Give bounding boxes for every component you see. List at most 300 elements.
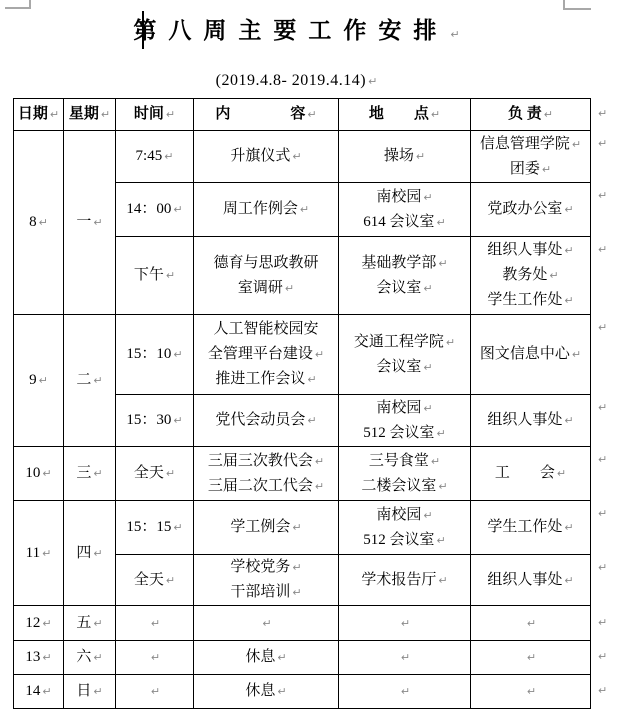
cell-text: 三届二次工代会 — [207, 477, 313, 494]
cell-text: 推进工作会议 — [215, 371, 306, 387]
paragraph-mark: ↵ — [564, 294, 574, 307]
paragraph-mark: ↵ — [423, 508, 433, 522]
paragraph-mark: ↵ — [423, 360, 433, 374]
cell-line — [339, 568, 470, 593]
cell-line — [339, 276, 470, 301]
cell-text: 工 会 — [494, 465, 555, 481]
header-cell[interactable] — [471, 99, 591, 131]
cell-place[interactable] — [339, 183, 471, 237]
cell-text: 9 — [29, 372, 37, 388]
header-cell[interactable] — [64, 99, 116, 131]
paragraph-mark: ↵ — [292, 586, 302, 599]
paragraph-mark: ↵ — [173, 414, 183, 427]
cell-text: 全天 — [133, 571, 164, 588]
cell-line — [116, 342, 193, 367]
paragraph-mark: ↵ — [165, 573, 176, 587]
cell-content[interactable] — [194, 501, 339, 555]
paragraph-mark: ↵ — [173, 348, 183, 361]
cell-text: 交通工程学院 — [353, 333, 444, 350]
header-row — [14, 99, 591, 131]
cell-text: 组织人事处 — [487, 242, 563, 258]
cell-text: 教务处 — [502, 267, 548, 283]
cell-text: 全管理平台建设 — [207, 346, 313, 362]
paragraph-mark: ↵ — [438, 479, 448, 493]
page-title[interactable] — [30, 16, 563, 50]
cell-time[interactable] — [116, 675, 194, 709]
cell-line — [64, 461, 115, 486]
cell-line — [14, 368, 63, 393]
table-row — [14, 131, 591, 183]
cell-time[interactable] — [116, 555, 194, 606]
cell-week[interactable] — [64, 131, 116, 315]
cell-time[interactable] — [116, 315, 194, 395]
paragraph-mark: ↵ — [173, 521, 183, 534]
paragraph-mark: ↵ — [564, 573, 574, 587]
cell-time[interactable] — [116, 641, 194, 675]
cell-place[interactable] — [339, 131, 471, 183]
cell-time[interactable] — [116, 183, 194, 237]
cell-text: 一 — [76, 214, 92, 230]
cell-content[interactable] — [194, 395, 339, 447]
cell-text: 三号食堂 — [368, 452, 429, 469]
cell-text: 四 — [76, 544, 92, 561]
cell-line — [194, 515, 338, 540]
cell-date[interactable] — [14, 131, 64, 315]
paragraph-mark: ↵ — [307, 108, 317, 121]
table-row — [14, 501, 591, 555]
header-cell[interactable] — [14, 99, 64, 131]
cell-content[interactable] — [194, 447, 339, 501]
cell-line — [339, 645, 470, 670]
paragraph-mark: ↵ — [150, 651, 161, 664]
paragraph-mark: ↵ — [42, 685, 52, 698]
cell-line — [194, 144, 338, 169]
cell-line — [471, 197, 590, 222]
cell-line — [116, 515, 193, 540]
cell-owner[interactable] — [471, 395, 591, 447]
cell-line — [116, 611, 193, 636]
cell-text: 时间 — [133, 106, 164, 122]
cell-line — [339, 503, 470, 528]
cell-owner[interactable] — [471, 131, 591, 183]
paragraph-mark: ↵ — [571, 348, 582, 361]
cell-date[interactable] — [14, 447, 64, 501]
cell-owner[interactable] — [471, 183, 591, 237]
cell-line — [339, 421, 470, 446]
end-of-row-mark: ↵ — [598, 650, 608, 663]
cell-text: 日 — [76, 683, 92, 699]
paragraph-mark: ↵ — [42, 467, 52, 480]
paragraph-mark: ↵ — [423, 281, 433, 295]
end-of-row-mark: ↵ — [598, 615, 608, 629]
cell-owner[interactable] — [471, 237, 591, 315]
cell-text: 操场 — [383, 148, 414, 164]
paragraph-mark: ↵ — [292, 521, 302, 534]
cell-content[interactable] — [194, 606, 339, 641]
cell-owner[interactable] — [471, 641, 591, 675]
date-range-text: (2019.4.8- 2019.4.14) — [215, 72, 367, 89]
paragraph-mark: ↵ — [165, 269, 176, 282]
cell-line — [64, 679, 115, 704]
paragraph-mark: ↵ — [292, 150, 302, 163]
cell-line — [339, 102, 470, 127]
paragraph-mark: ↵ — [450, 28, 460, 41]
cell-place[interactable] — [339, 675, 471, 709]
cell-content[interactable] — [194, 675, 339, 709]
cell-line — [64, 645, 115, 670]
cell-line — [194, 367, 338, 392]
paragraph-mark: ↵ — [368, 75, 378, 88]
paragraph-mark: ↵ — [314, 454, 325, 468]
paragraph-mark: ↵ — [526, 651, 537, 664]
cell-text: 休息 — [245, 683, 276, 699]
cell-line — [471, 679, 590, 704]
cell-text: 南校园 — [376, 399, 422, 416]
cell-date[interactable] — [14, 315, 64, 447]
paragraph-mark: ↵ — [165, 108, 176, 121]
cell-text: 7:45 — [135, 148, 163, 164]
paragraph-mark: ↵ — [284, 281, 295, 295]
cell-text: 学工例会 — [230, 519, 291, 535]
table-row — [14, 315, 591, 395]
cell-week[interactable] — [64, 315, 116, 447]
cell-line — [194, 555, 338, 580]
cell-text: 10 — [25, 465, 41, 481]
paragraph-mark: ↵ — [423, 401, 433, 415]
cell-line — [194, 276, 338, 301]
cell-line — [64, 102, 115, 127]
cell-text: 组织人事处 — [487, 571, 563, 588]
cell-line — [339, 251, 470, 276]
end-of-row-mark: ↵ — [598, 243, 608, 256]
paragraph-mark: ↵ — [400, 685, 411, 698]
cell-line — [116, 461, 193, 486]
cell-place[interactable] — [339, 395, 471, 447]
cell-line — [471, 461, 590, 486]
cell-text: 内 容 — [215, 106, 306, 122]
cell-date[interactable] — [14, 501, 64, 606]
cell-line — [471, 408, 590, 433]
cell-line — [339, 210, 470, 235]
paragraph-mark: ↵ — [93, 216, 103, 229]
cell-line — [194, 408, 338, 433]
cell-line — [339, 355, 470, 380]
cell-place[interactable] — [339, 555, 471, 606]
cell-text: 二 — [76, 372, 92, 388]
cell-text: 下午 — [133, 267, 164, 283]
cell-line — [339, 611, 470, 636]
cell-text: 会议室 — [376, 279, 422, 296]
cell-owner[interactable] — [471, 501, 591, 555]
cell-owner[interactable] — [471, 675, 591, 709]
cell-content[interactable] — [194, 315, 339, 395]
paragraph-mark: ↵ — [277, 651, 287, 664]
cell-line — [116, 144, 193, 169]
paragraph-mark: ↵ — [93, 467, 103, 480]
cell-line — [194, 449, 338, 474]
cell-owner[interactable] — [471, 555, 591, 606]
cell-text: 星期 — [68, 106, 99, 122]
cell-text: 基础教学部 — [361, 254, 437, 271]
cell-text: 614 会议室 — [363, 213, 435, 230]
cell-text: 512 会议室 — [363, 531, 435, 548]
paragraph-mark: ↵ — [314, 479, 325, 493]
cell-place[interactable] — [339, 315, 471, 395]
cell-line — [471, 568, 590, 593]
cell-text: 地 点 — [368, 106, 429, 122]
paragraph-mark: ↵ — [299, 203, 310, 216]
cell-owner[interactable] — [471, 315, 591, 395]
paragraph-mark: ↵ — [93, 546, 103, 560]
cell-place[interactable] — [339, 447, 471, 501]
cell-text: 负 责 — [508, 106, 542, 122]
cell-line — [471, 263, 590, 288]
cell-line — [116, 102, 193, 127]
cell-line — [471, 611, 590, 636]
cell-date[interactable] — [14, 606, 64, 641]
cell-text: 15：30 — [126, 412, 172, 428]
paragraph-mark: ↵ — [173, 203, 183, 216]
table-row — [14, 606, 591, 641]
cell-text: 14 — [25, 683, 41, 699]
end-of-row-mark: ↵ — [598, 401, 608, 414]
cell-text: 德育与思政教研 — [213, 254, 319, 271]
paragraph-mark: ↵ — [543, 108, 553, 121]
paragraph-mark: ↵ — [93, 374, 103, 387]
paragraph-mark: ↵ — [42, 616, 52, 630]
cell-line — [116, 263, 193, 288]
cell-text: 学术报告厅 — [361, 571, 437, 588]
cell-line — [194, 197, 338, 222]
schedule-table — [13, 98, 591, 709]
cell-text: 党政办公室 — [487, 201, 563, 217]
cell-text: 图文信息中心 — [479, 346, 570, 362]
cell-text: 五 — [76, 614, 92, 631]
end-of-row-mark: ↵ — [598, 321, 608, 334]
cell-content[interactable] — [194, 555, 339, 606]
cell-line — [339, 185, 470, 210]
cell-text: 干部培训 — [230, 584, 291, 600]
cell-text: 六 — [76, 649, 92, 665]
cell-text: 学生工作处 — [487, 519, 563, 535]
paragraph-mark: ↵ — [564, 414, 574, 427]
cell-text: 11 — [25, 544, 41, 561]
cell-week[interactable] — [64, 501, 116, 606]
cell-text: 学生工作处 — [487, 292, 563, 308]
cell-week[interactable] — [64, 675, 116, 709]
cell-place[interactable] — [339, 237, 471, 315]
cell-owner[interactable] — [471, 447, 591, 501]
cell-line — [194, 645, 338, 670]
cell-line — [471, 288, 590, 313]
paragraph-mark: ↵ — [436, 533, 446, 547]
cell-text: 会议室 — [376, 358, 422, 375]
cell-line — [471, 102, 590, 127]
cell-date[interactable] — [14, 675, 64, 709]
paragraph-mark: ↵ — [556, 467, 567, 480]
cell-time[interactable] — [116, 501, 194, 555]
cell-line — [14, 102, 63, 127]
paragraph-mark: ↵ — [430, 108, 441, 121]
cell-text: 升旗仪式 — [230, 148, 291, 164]
cell-line — [64, 368, 115, 393]
paragraph-mark: ↵ — [571, 137, 582, 151]
cell-line — [471, 342, 590, 367]
cell-line — [194, 317, 338, 342]
cell-place[interactable] — [339, 641, 471, 675]
paragraph-mark: ↵ — [314, 348, 325, 361]
paragraph-mark: ↵ — [436, 426, 446, 440]
cell-text: 周工作例会 — [222, 201, 298, 217]
cell-text: 二楼会议室 — [361, 477, 437, 494]
table-row — [14, 641, 591, 675]
cell-line — [194, 611, 338, 636]
cell-place[interactable] — [339, 501, 471, 555]
cell-text: 512 会议室 — [363, 424, 435, 441]
cell-place[interactable] — [339, 606, 471, 641]
cell-text: 三届三次教代会 — [207, 452, 313, 469]
cell-time[interactable] — [116, 447, 194, 501]
end-of-row-mark: ↵ — [598, 137, 608, 150]
cell-line — [194, 102, 338, 127]
cell-content[interactable] — [194, 183, 339, 237]
cell-owner[interactable] — [471, 606, 591, 641]
cell-line — [471, 132, 590, 157]
paragraph-mark: ↵ — [549, 269, 559, 282]
cell-line — [14, 679, 63, 704]
table-row — [14, 447, 591, 501]
cell-line — [194, 342, 338, 367]
cell-line — [116, 197, 193, 222]
cell-line — [14, 611, 63, 636]
cell-text: 党代会动员会 — [215, 412, 306, 428]
cell-text: 12 — [25, 614, 41, 631]
cell-text: 14：00 — [126, 201, 172, 217]
cell-time[interactable] — [116, 131, 194, 183]
header-cell[interactable] — [116, 99, 194, 131]
date-range[interactable] — [30, 71, 563, 92]
paragraph-mark: ↵ — [307, 373, 317, 386]
paragraph-mark: ↵ — [541, 162, 552, 176]
paragraph-mark: ↵ — [415, 150, 426, 163]
paragraph-mark: ↵ — [49, 108, 60, 121]
paragraph-mark: ↵ — [93, 616, 103, 630]
cell-time[interactable] — [116, 395, 194, 447]
cell-text: 三 — [76, 465, 92, 481]
cell-line — [339, 474, 470, 499]
cell-line — [64, 611, 115, 636]
cell-text: 团委 — [509, 160, 540, 177]
paragraph-mark: ↵ — [150, 685, 161, 698]
paragraph-mark: ↵ — [93, 651, 103, 664]
end-of-row-mark: ↵ — [598, 684, 608, 697]
paragraph-mark: ↵ — [564, 203, 574, 216]
end-of-row-mark: ↵ — [598, 189, 608, 202]
paragraph-mark: ↵ — [526, 685, 537, 698]
cell-line — [339, 679, 470, 704]
cell-text: 人工智能校园安 — [213, 321, 319, 337]
cell-line — [116, 645, 193, 670]
paragraph-mark: ↵ — [445, 335, 456, 349]
cell-line — [116, 568, 193, 593]
cell-content[interactable] — [194, 131, 339, 183]
cell-line — [471, 157, 590, 182]
cell-content[interactable] — [194, 237, 339, 315]
end-of-row-mark: ↵ — [598, 507, 608, 520]
paragraph-mark: ↵ — [100, 108, 111, 121]
paragraph-mark: ↵ — [262, 616, 272, 630]
cell-content[interactable] — [194, 641, 339, 675]
cell-line — [339, 396, 470, 421]
cell-text: 南校园 — [376, 506, 422, 523]
paragraph-mark: ↵ — [292, 561, 302, 574]
cell-line — [194, 580, 338, 605]
cell-line — [14, 461, 63, 486]
cell-line — [471, 515, 590, 540]
paragraph-mark: ↵ — [38, 216, 48, 229]
cell-week[interactable] — [64, 641, 116, 675]
cell-line — [14, 645, 63, 670]
paragraph-mark: ↵ — [438, 256, 448, 270]
cell-line — [14, 541, 63, 566]
cell-text: 8 — [29, 214, 37, 230]
cell-line — [339, 528, 470, 553]
cell-text: 信息管理学院 — [479, 135, 570, 152]
cell-text: 全天 — [133, 465, 164, 481]
cell-line — [116, 679, 193, 704]
cell-line — [194, 679, 338, 704]
paragraph-mark: ↵ — [42, 546, 52, 560]
paragraph-mark: ↵ — [526, 616, 537, 630]
cell-text: 日期 — [17, 106, 48, 122]
table-row — [14, 675, 591, 709]
paragraph-mark: ↵ — [150, 616, 161, 630]
cell-time[interactable] — [116, 237, 194, 315]
cell-date[interactable] — [14, 641, 64, 675]
paragraph-mark: ↵ — [165, 467, 176, 480]
paragraph-mark: ↵ — [400, 616, 411, 630]
end-of-row-mark: ↵ — [598, 561, 608, 574]
cell-week[interactable] — [64, 447, 116, 501]
cell-line — [471, 238, 590, 263]
paragraph-mark: ↵ — [42, 651, 52, 664]
cell-text: 学校党务 — [230, 559, 291, 575]
paragraph-mark: ↵ — [38, 374, 48, 387]
paragraph-mark: ↵ — [564, 244, 574, 257]
paragraph-mark: ↵ — [438, 573, 448, 587]
paragraph-mark: ↵ — [430, 454, 441, 468]
cell-line — [64, 541, 115, 566]
end-of-row-mark: ↵ — [598, 107, 608, 120]
cell-time[interactable] — [116, 606, 194, 641]
paragraph-mark: ↵ — [564, 521, 574, 534]
cell-text: 15：10 — [126, 346, 172, 362]
cell-text: 休息 — [245, 649, 276, 665]
paragraph-mark: ↵ — [423, 190, 433, 204]
cell-text: 组织人事处 — [487, 412, 563, 428]
cell-week[interactable] — [64, 606, 116, 641]
cell-line — [339, 449, 470, 474]
cell-text: 南校园 — [376, 188, 422, 205]
cell-line — [64, 210, 115, 235]
cell-line — [339, 144, 470, 169]
paragraph-mark: ↵ — [436, 215, 446, 229]
cell-line — [116, 408, 193, 433]
paragraph-mark: ↵ — [307, 414, 317, 427]
header-cell[interactable] — [339, 99, 471, 131]
title-text: 第八周主要工作安排 — [133, 18, 449, 44]
header-cell[interactable] — [194, 99, 339, 131]
